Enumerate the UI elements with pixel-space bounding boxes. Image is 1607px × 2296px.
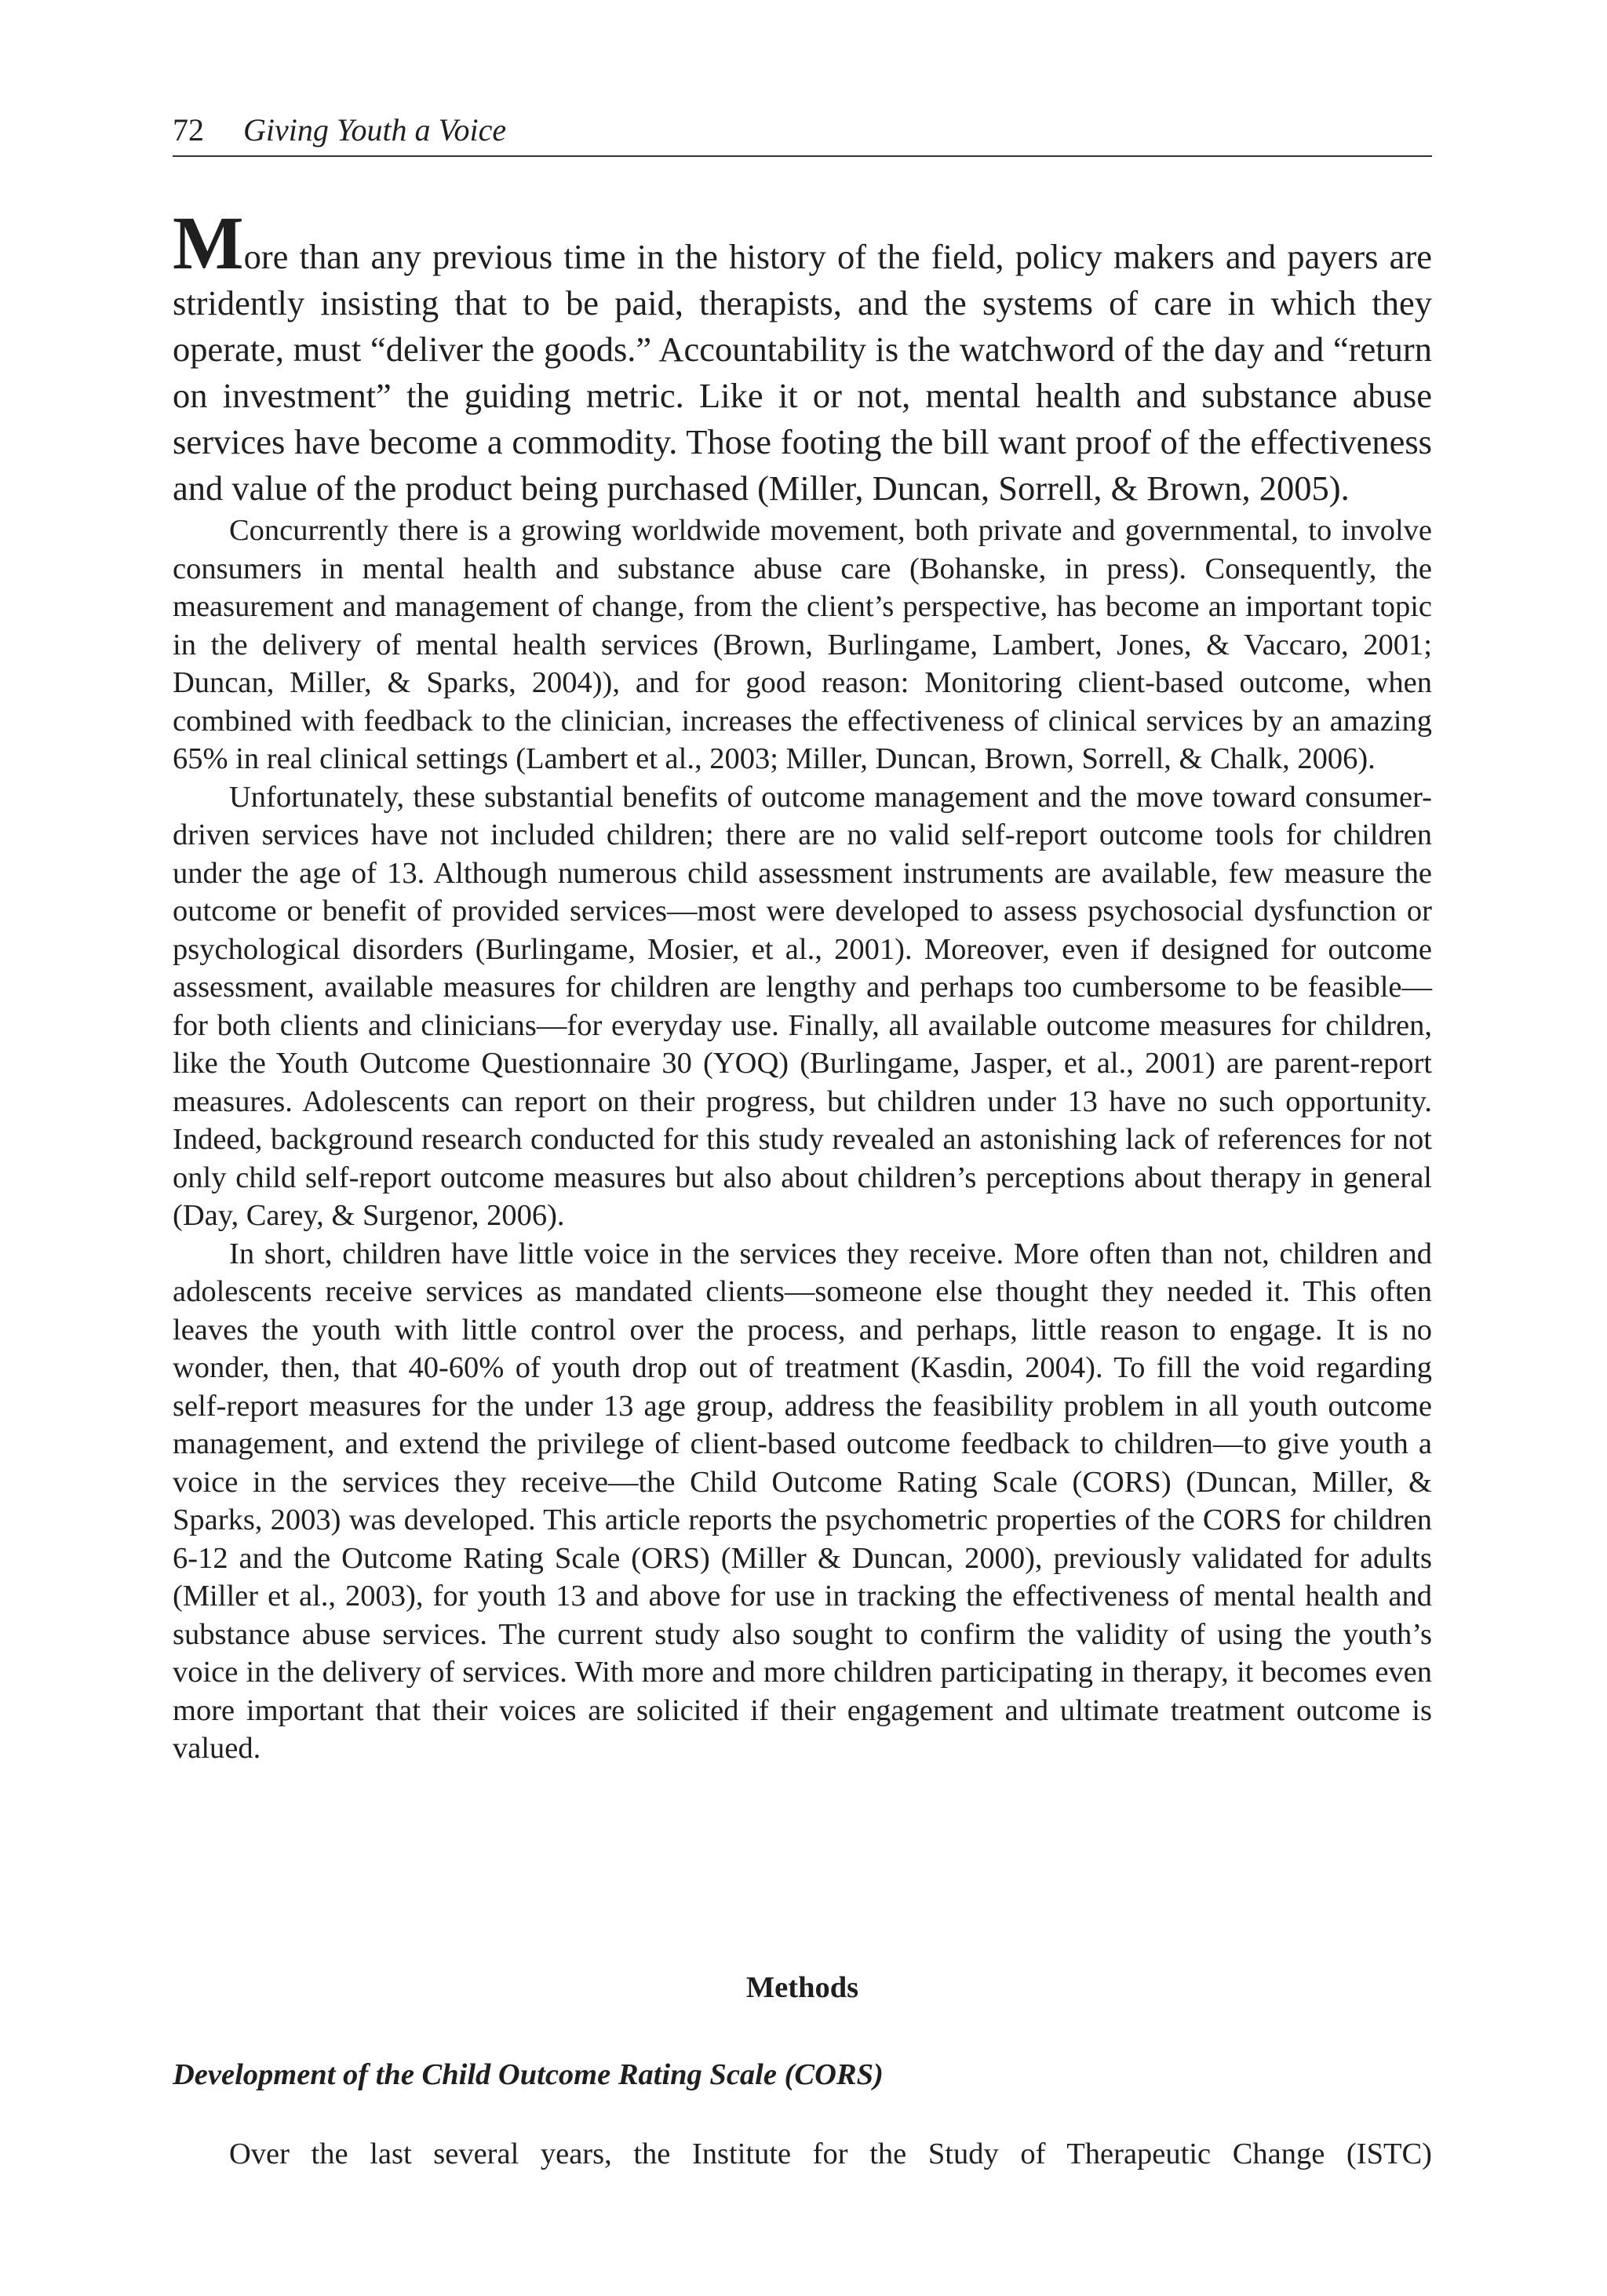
paragraph-youth-voice: In short, children have little voice in the services they receive. More often than not, children and adolescents receive services as mandated clients—someone else thought they needed it. This often leaves the youth with little control over the process, and perhaps, little reason to engage. It is no wonder, then, that 40-60% of youth drop out of treatment (Kasdin, 2004). To fill the void regarding self-report measures for the under 13 age group, address the feasibility problem in all youth outcome management, and extend the privilege of client-based outcome feedback to children—to give youth a voice in the services they receive—the Child Outcome Rating Scale (CORS) (Duncan, Miller, & Sparks, 2003) was developed. This article reports the psychometric properties of the CORS for children 6-12 and the Outcome Rating Scale (ORS) (Miller & Duncan, 2000), previously validated for adults (Miller et al., 2003), for youth 13 and above for use in tracking the effectiveness of mental health and substance abuse services. The current study also sought to confirm the validity of using the youth’s voice in the delivery of services. With more and more children participating in therapy, it becomes even more important that their voices are solicited if their engagement and ultimate treatment outcome is valued. — [173, 1237, 1432, 1765]
lead-paragraph-text: ore than any previous time in the history of the field, policy makers and payers are stridently insisting that to be paid, therapists, and the systems of care in which they operate, must “deliver the goods.” Accountability is the watchword of the day and “return on investment” the guiding metric. Like it or not, mental health and substance abuse services have become a commodity. Those footing the bill want proof of the effectiveness and value of the product being purchased (Miller, Duncan, Sorrell, & Brown, 2005). — [173, 237, 1432, 508]
page-number: 72 — [173, 112, 204, 148]
subsection-heading-cors: Development of the Child Outcome Rating Scale (CORS) — [173, 2058, 884, 2091]
journal-title: Giving Youth a Voice — [243, 112, 507, 148]
paragraph-istc: Over the last several years, the Institute for the Study of Therapeutic Change (ISTC) — [229, 2137, 1432, 2170]
running-head — [173, 108, 1432, 157]
article-body — [173, 201, 1432, 1768]
section-heading-methods: Methods — [745, 1971, 859, 2004]
paragraph-consumer-movement: Concurrently there is a growing worldwide movement, both private and governmental, to involve consumers in mental health and substance abuse care (Bohanske, in press). Consequently, the measurement and management of change, from the client’s perspective, has become an important topic in the delivery of mental health services (Brown, Burlingame, Lambert, Jones, & Vaccaro, 2001; Duncan, Miller, & Sparks, 2004)), and for good reason: Monitoring client-based outcome, when combined with feedback to the clinician, increases the effectiveness of clinical services by an amazing 65% in real clinical settings (Lambert et al., 2003; Miller, Duncan, Brown, Sorrell, & Chalk, 2006). — [173, 514, 1432, 775]
drop-cap: M — [173, 201, 244, 285]
lead-paragraph — [173, 201, 1432, 512]
paragraph-children-excluded: Unfortunately, these substantial benefits of outcome management and the move toward consumer-driven services have not included children; there are no valid self-report outcome tools for children under the age of 13. Although numerous child assessment instruments are available, few measure the outcome or benefit of provided services—most were developed to assess psychosocial dysfunction or psychological disorders (Burlingame, Mosier, et al., 2001). Moreover, even if designed for outcome assessment, available measures for children are lengthy and perhaps too cumbersome to be feasible—for both clients and clinicians—for everyday use. Finally, all available outcome measures for children, like the Youth Outcome Questionnaire 30 (YOQ) (Burlingame, Jasper, et al., 2001) are parent-report measures. Adolescents can report on their progress, but children under 13 have no such opportunity. Indeed, background research conducted for this study revealed an astonishing lack of references for not only child self-report outcome measures but also about children’s perceptions about therapy in general (Day, Carey, & Surgenor, 2006). — [173, 780, 1432, 1232]
